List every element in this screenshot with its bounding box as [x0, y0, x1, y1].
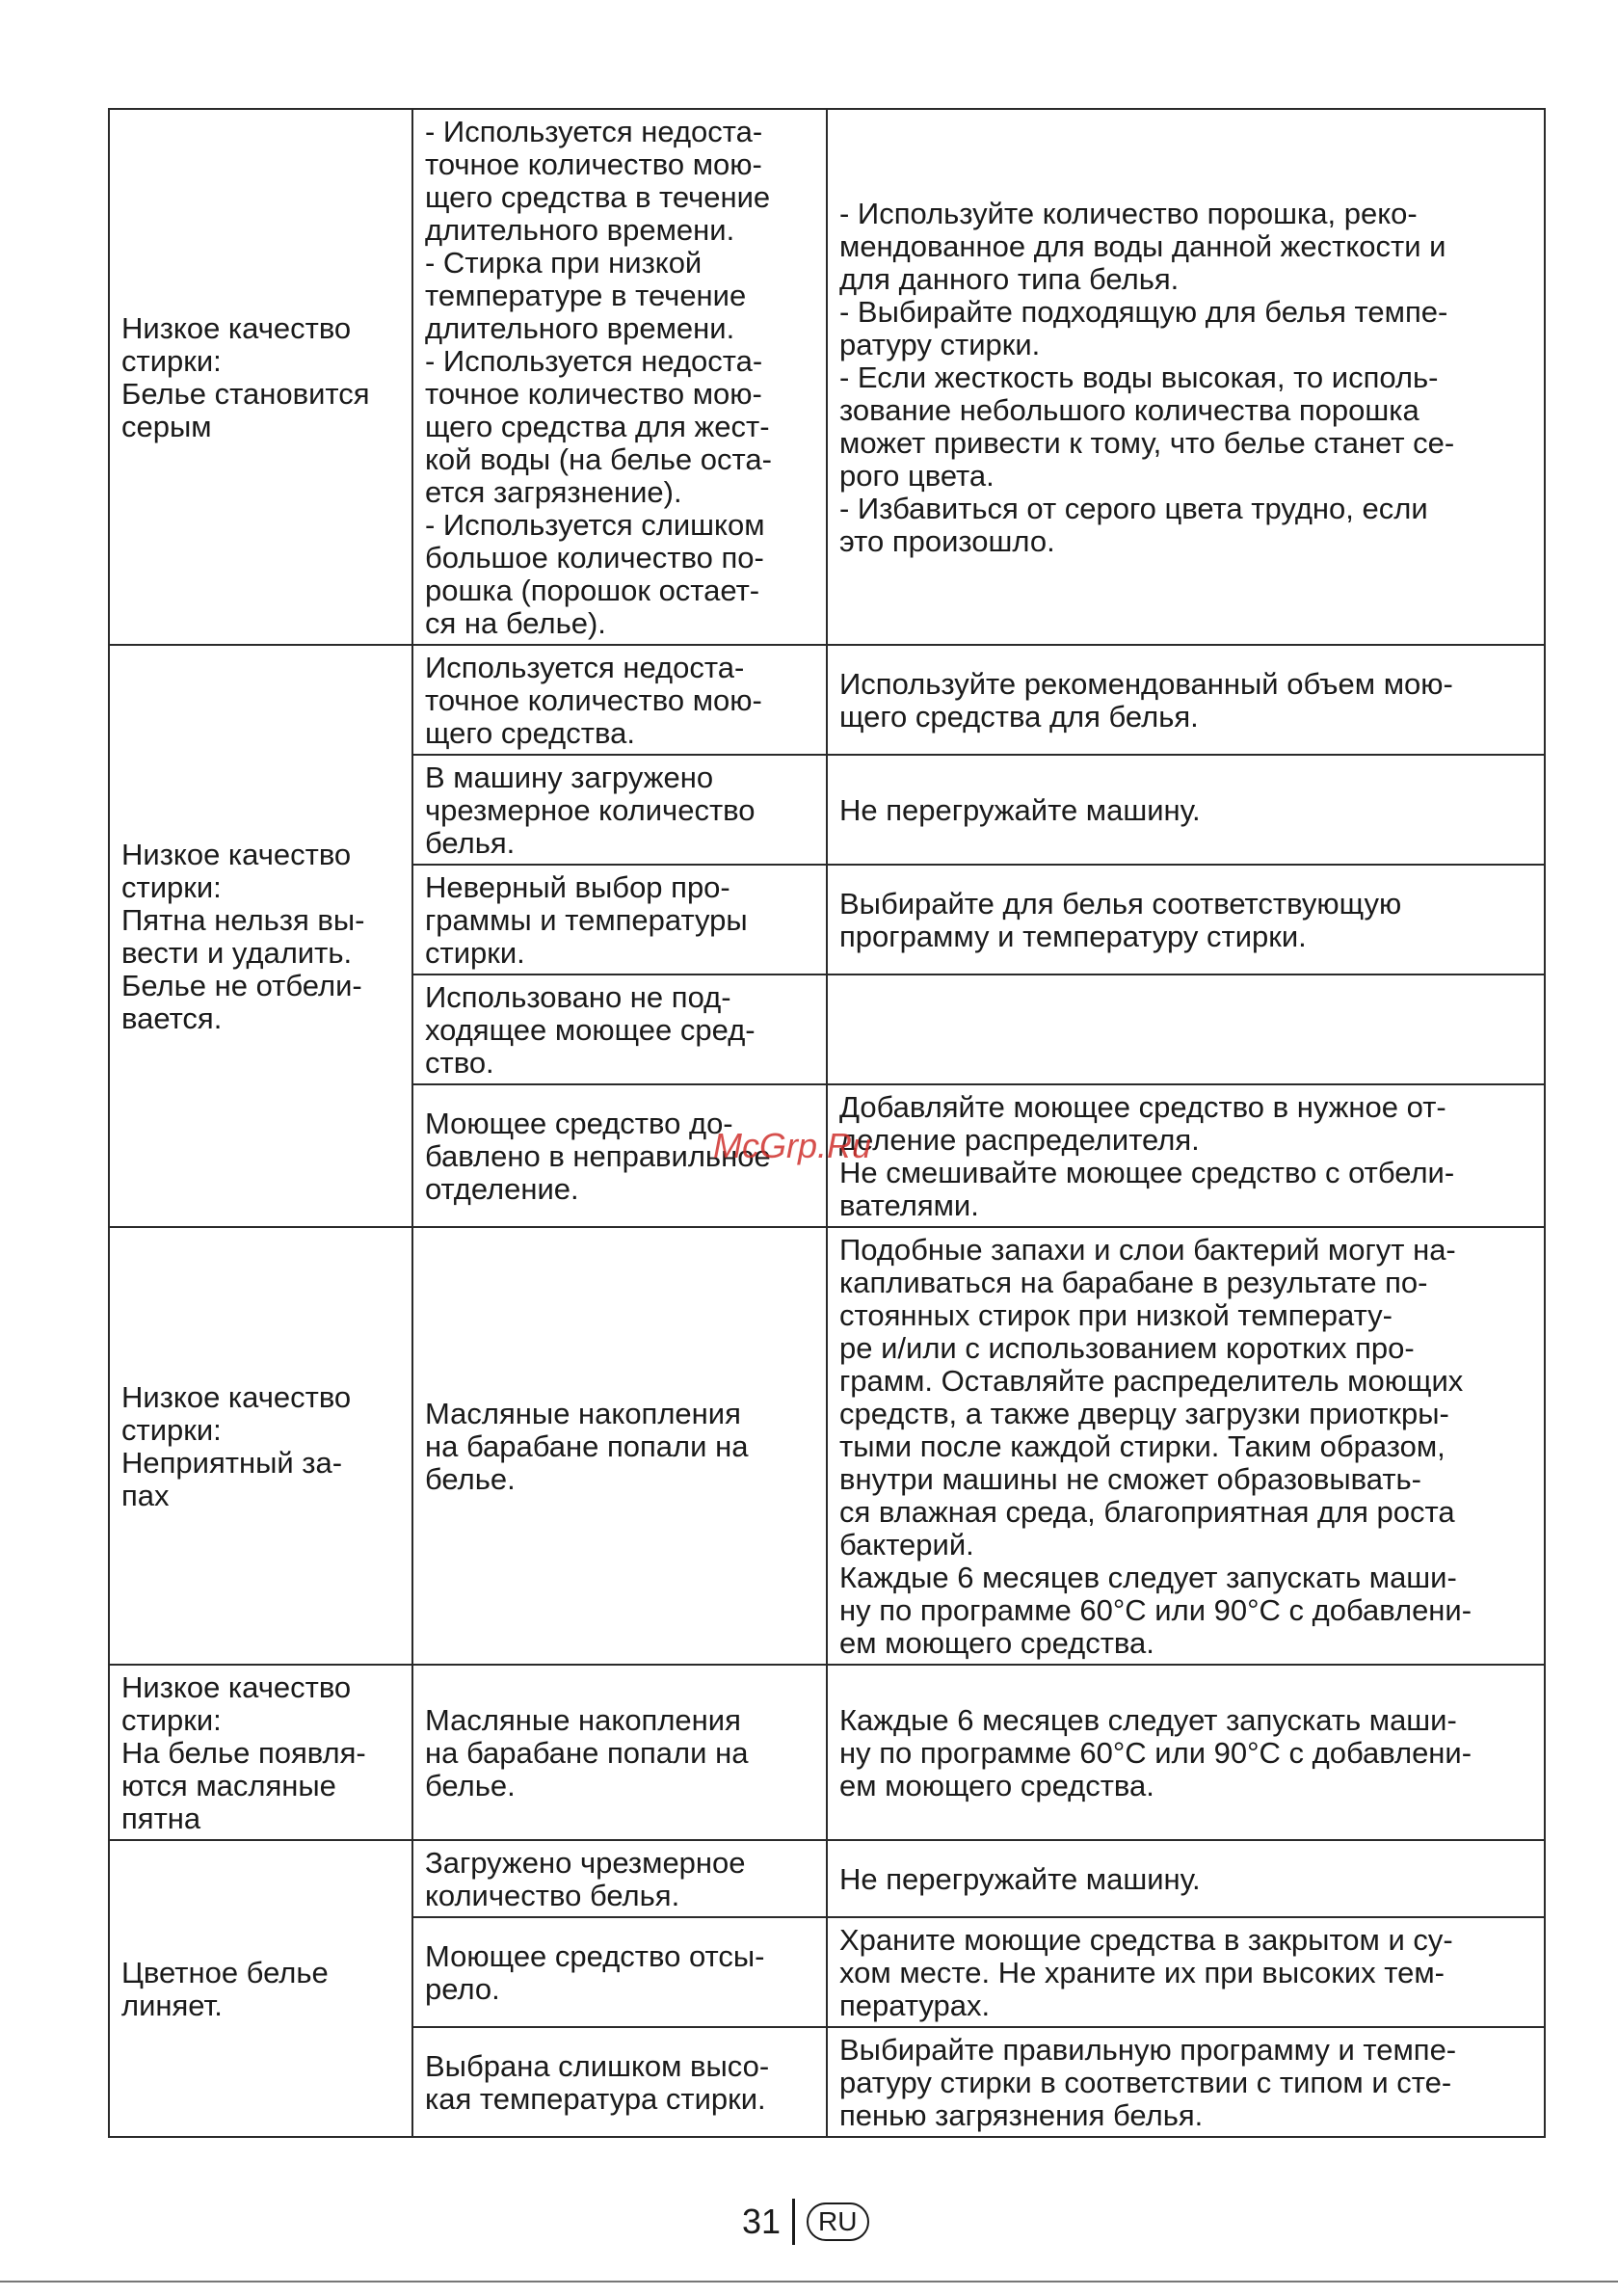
footer-divider	[792, 2199, 795, 2245]
cause-cell: Загружено чрезмерное количество белья.	[412, 1840, 827, 1917]
problem-cell: Низкое качество стирки: Белье становится серым	[109, 109, 412, 645]
solution-cell: Используйте рекомендованный объем мою- щего средства для белья.	[827, 645, 1545, 755]
solution-cell: Добавляйте моющее средство в нужное от- деление распределителя. Не смешивайте моющее средство с отбели- вателями.	[827, 1084, 1545, 1227]
cause-cell: В машину загружено чрезмерное количество белья.	[412, 755, 827, 865]
cause-cell: Используется недоста- точное количество мою- щего средства.	[412, 645, 827, 755]
solution-cell: Каждые 6 месяцев следует запускать маши- ну по программе 60°С или 90°С с добавлени- ем моющего средства.	[827, 1665, 1545, 1840]
table-row	[109, 1840, 1545, 1917]
table-row	[109, 645, 1545, 755]
troubleshooting-table	[108, 108, 1546, 2138]
page-footer	[742, 2198, 869, 2246]
cause-cell: Моющее средство отсы- рело.	[412, 1917, 827, 2027]
table-row	[109, 1665, 1545, 1840]
cause-cell: Масляные накопления на барабане попали на белье.	[412, 1665, 827, 1840]
solution-cell: - Используйте количество порошка, реко- мендованное для воды данной жесткости и для данного типа белья. - Выбирайте подходящую для белья темпе- ратуру стирки. - Если жесткость воды высокая, то исполь- зование небольшого количества порошка может привести к тому, что белье станет се- рого цвета. - Избавиться от серого цвета трудно, если это произошло.	[827, 109, 1545, 645]
problem-cell: Низкое качество стирки: На белье появля- ются масляные пятна	[109, 1665, 412, 1840]
table-row	[109, 1227, 1545, 1665]
problem-cell: Низкое качество стирки: Неприятный за- пах	[109, 1227, 412, 1665]
problem-cell: Цветное белье линяет.	[109, 1840, 412, 2137]
cause-cell: - Используется недоста- точное количество мою- щего средства в течение длительного времени. - Стирка при низкой температуре в течение длительного времени. - Используется недоста- точное количество мою- щего средства для жест- кой воды (на белье оста- ется загрязнение). - Используется слишком большое количество по- рошка (порошок остает- ся на белье).	[412, 109, 827, 645]
solution-cell: Выбирайте для белья соответствующую программу и температуру стирки.	[827, 865, 1545, 974]
table-row	[109, 109, 1545, 645]
bottom-rule	[0, 2281, 1618, 2283]
page-number: 31	[742, 2202, 782, 2241]
problem-cell: Низкое качество стирки: Пятна нельзя вы- вести и удалить. Белье не отбели- вается.	[109, 645, 412, 1227]
solution-cell: Подобные запахи и слои бактерий могут на- капливаться на барабане в результате по- стоянных стирок при низкой температу- ре и/или с использованием коротких про- грамм. Оставляйте распределитель моющих средств, а также дверцу загрузки приоткры- тыми после каждой стирки. Таким образом, внутри машины не сможет образовывать- ся влажная среда, благоприятная для роста бактерий. Каждые 6 месяцев следует запускать маши- ну по программе 60°С или 90°С с добавлени- ем моющего средства.	[827, 1227, 1545, 1665]
solution-cell: Не перегружайте машину.	[827, 1840, 1545, 1917]
solution-cell: Выбирайте правильную программу и темпе- ратуру стирки в соответствии с типом и сте- пенью загрязнения белья.	[827, 2027, 1545, 2137]
cause-cell: Моющее средство до- бавлено в неправильное отделение.	[412, 1084, 827, 1227]
cause-cell: Масляные накопления на барабане попали на белье.	[412, 1227, 827, 1665]
solution-cell	[827, 974, 1545, 1084]
cause-cell: Использовано не под- ходящее моющее сред- ство.	[412, 974, 827, 1084]
solution-cell: Не перегружайте машину.	[827, 755, 1545, 865]
watermark: McGrp.Ru	[713, 1126, 872, 1165]
solution-cell: Храните моющие средства в закрытом и су- хом месте. Не храните их при высоких тем- пературах.	[827, 1917, 1545, 2027]
cause-cell: Выбрана слишком высо- кая температура стирки.	[412, 2027, 827, 2137]
language-badge: RU	[807, 2203, 868, 2241]
cause-cell: Неверный выбор про- граммы и температуры стирки.	[412, 865, 827, 974]
